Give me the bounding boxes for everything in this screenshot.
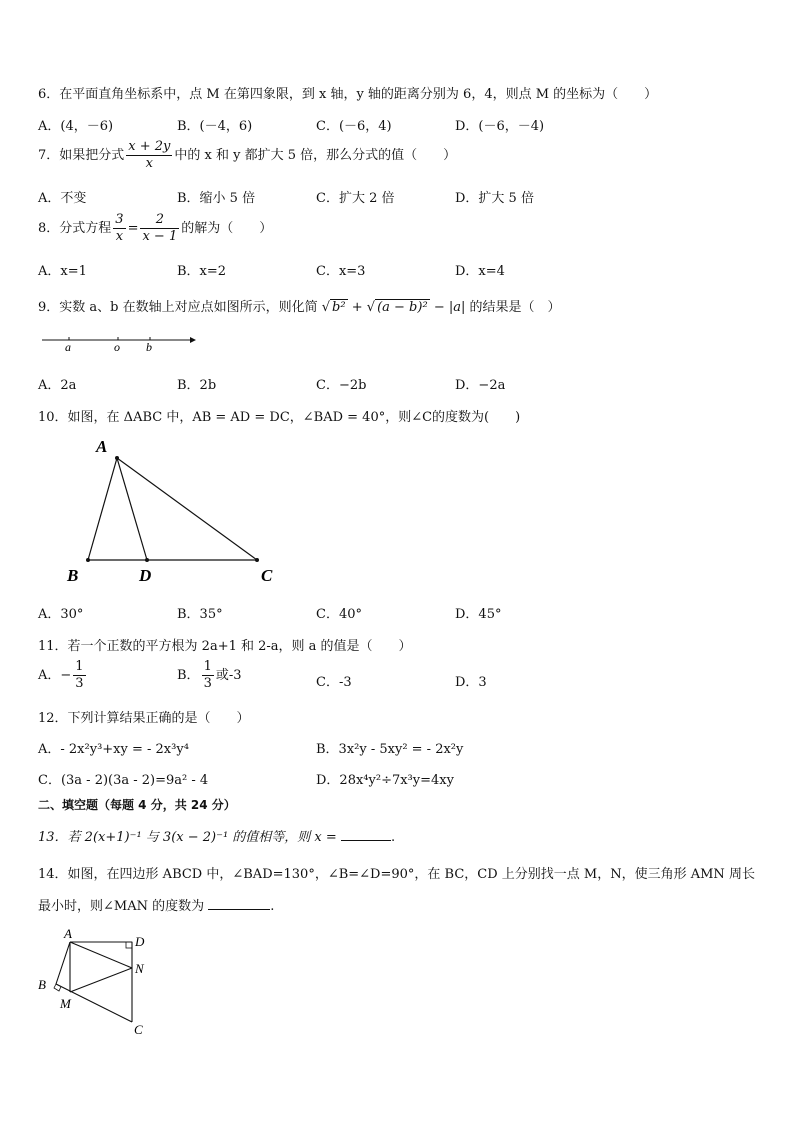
q11-option-a[interactable] (38, 659, 88, 692)
q8-left-fraction (113, 212, 125, 245)
vertex-label-n: N (135, 961, 144, 976)
q12-option-b[interactable]: B．3x²y - 5xy² = - 2x²y (316, 742, 464, 757)
q8-suffix: 的解为（ ） (181, 221, 273, 236)
question-11-text: 11．若一个正数的平方根为 2a+1 和 2-a，则 a 的值是（ ） (38, 639, 412, 654)
q13-prefix: 13．若 2(x+1)⁻¹ 与 3(x − 2)⁻¹ 的值相等，则 x = (38, 830, 337, 845)
q8-option-a[interactable]: A．x=1 (38, 264, 87, 279)
q8-left-den: x (115, 229, 124, 244)
vertex-label-d: D (139, 566, 152, 585)
q11-a-fraction (73, 659, 85, 692)
q10-option-c[interactable]: C．40° (316, 607, 362, 622)
q11-b-label: B． (177, 668, 200, 683)
section-heading-fill-in: 二、填空题（每题 4 分，共 24 分） (38, 798, 236, 812)
q6-option-b[interactable]: B．(－4，6) (177, 119, 253, 134)
question-7 (38, 139, 456, 172)
q11-a-den: 3 (75, 676, 84, 691)
q7-denominator: x (145, 156, 153, 171)
vertex-label-c: C (261, 566, 273, 585)
question-9 (38, 296, 561, 315)
q12-option-d[interactable]: D．28x⁴y²÷7x³y=4xy (316, 773, 454, 788)
question-12 (38, 707, 250, 726)
question-6 (38, 83, 657, 102)
q11-b-den: 3 (203, 676, 212, 691)
q9-option-d[interactable]: D．−2a (455, 378, 506, 393)
q9-number-line (38, 330, 198, 354)
q9-option-b[interactable]: B．2b (177, 378, 217, 393)
question-14-line-2 (38, 895, 274, 914)
q10-triangle-figure (55, 432, 295, 588)
q14-suffix: . (270, 899, 275, 914)
q9-suffix: 的结果是（ ） (465, 300, 561, 315)
q13-answer-blank[interactable] (341, 828, 391, 841)
q8-right-den: x − 1 (142, 229, 178, 244)
question-6-text: 6．在平面直角坐标系中，点 M 在第四象限，到 x 轴，y 轴的距离分别为 6，4，则点 M 的坐标为（ ） (38, 87, 658, 102)
q7-suffix: 中的 x 和 y 都扩大 5 倍，那么分式的值（ ） (174, 148, 457, 163)
q8-option-d[interactable]: D．x=4 (455, 264, 505, 279)
question-13 (38, 826, 395, 845)
question-11 (38, 635, 412, 654)
axis-label-b: b (146, 340, 152, 354)
q11-b-num: 1 (203, 659, 212, 674)
vertex-label-m: M (60, 996, 71, 1011)
q9-radical-1: √ b² (321, 300, 346, 315)
question-14-line-1: 14．如图，在四边形 ABCD 中，∠BAD=130°，∠B=∠D=90°，在 BC，CD 上分别找一点 M，N，使三角形 AMN 周长 (38, 867, 755, 882)
q8-equals: = (127, 221, 139, 236)
q11-a-label: A．− (38, 668, 72, 683)
axis-label-a: a (65, 340, 71, 354)
q7-option-c[interactable]: C．扩大 2 倍 (316, 191, 395, 206)
q11-option-c[interactable]: C．-3 (316, 675, 352, 690)
q8-option-c[interactable]: C．x=3 (316, 264, 366, 279)
q8-option-b[interactable]: B．x=2 (177, 264, 227, 279)
q11-b-suffix: 或-3 (215, 668, 242, 683)
q11-a-num: 1 (75, 659, 84, 674)
q12-option-a[interactable]: A．- 2x²y³+xy = - 2x³y⁴ (38, 742, 189, 757)
q6-option-a[interactable]: A．(4，－6) (38, 119, 114, 134)
vertex-label-a: A (96, 437, 108, 456)
q14-quadrilateral-figure (34, 926, 164, 1042)
q10-option-d[interactable]: D．45° (455, 607, 502, 622)
q11-b-fraction (202, 659, 214, 692)
axis-label-o: o (114, 340, 120, 354)
q8-prefix: 8．分式方程 (38, 221, 112, 236)
q9-option-a[interactable]: A．2a (38, 378, 77, 393)
q11-option-b[interactable] (177, 659, 242, 692)
question-8 (38, 212, 272, 245)
q14-answer-blank[interactable] (208, 897, 270, 910)
q6-option-d[interactable]: D．(－6，－4) (455, 119, 545, 134)
q10-option-b[interactable]: B．35° (177, 607, 223, 622)
vertex-label-d: D (135, 934, 145, 949)
q10-option-a[interactable]: A．30° (38, 607, 84, 622)
q9-radical-2: √ (a − b)² (366, 300, 428, 315)
question-12-text: 12．下列计算结果正确的是（ ） (38, 711, 250, 726)
q7-prefix: 7．如果把分式 (38, 148, 125, 163)
q8-right-num: 2 (140, 212, 179, 229)
vertex-label-a: A (64, 926, 72, 941)
q11-option-d[interactable]: D．3 (455, 675, 487, 690)
q9-abs-term: − |a| (433, 300, 466, 315)
q14-prefix: 最小时，则∠MAN 的度数为 (38, 899, 205, 914)
vertex-label-b: B (38, 977, 46, 992)
q9-option-c[interactable]: C．−2b (316, 378, 367, 393)
q8-left-num: 3 (115, 212, 124, 227)
q12-option-c[interactable]: C．(3a - 2)(3a - 2)=9a² - 4 (38, 773, 209, 788)
q7-option-a[interactable]: A．不变 (38, 191, 87, 206)
q7-option-d[interactable]: D．扩大 5 倍 (455, 191, 534, 206)
vertex-label-b: B (67, 566, 79, 585)
q9-prefix: 9．实数 a、b 在数轴上对应点如图所示，则化简 (38, 300, 318, 315)
question-10-text: 10．如图，在 ΔABC 中，AB = AD = DC，∠BAD = 40°，则∠C的度数为( ) (38, 410, 521, 425)
q8-right-fraction (140, 212, 179, 245)
q7-fraction (126, 139, 172, 172)
q9-radicand-2: (a − b)² (377, 300, 428, 315)
q9-plus: + (351, 300, 363, 315)
q13-suffix: . (390, 830, 396, 845)
q6-option-c[interactable]: C．(－6，4) (316, 119, 392, 134)
vertex-label-c: C (134, 1022, 143, 1037)
question-10 (38, 406, 520, 425)
q7-option-b[interactable]: B．缩小 5 倍 (177, 191, 256, 206)
q9-radicand-1: b² (332, 300, 346, 315)
q7-numerator: x + 2y (128, 139, 171, 154)
